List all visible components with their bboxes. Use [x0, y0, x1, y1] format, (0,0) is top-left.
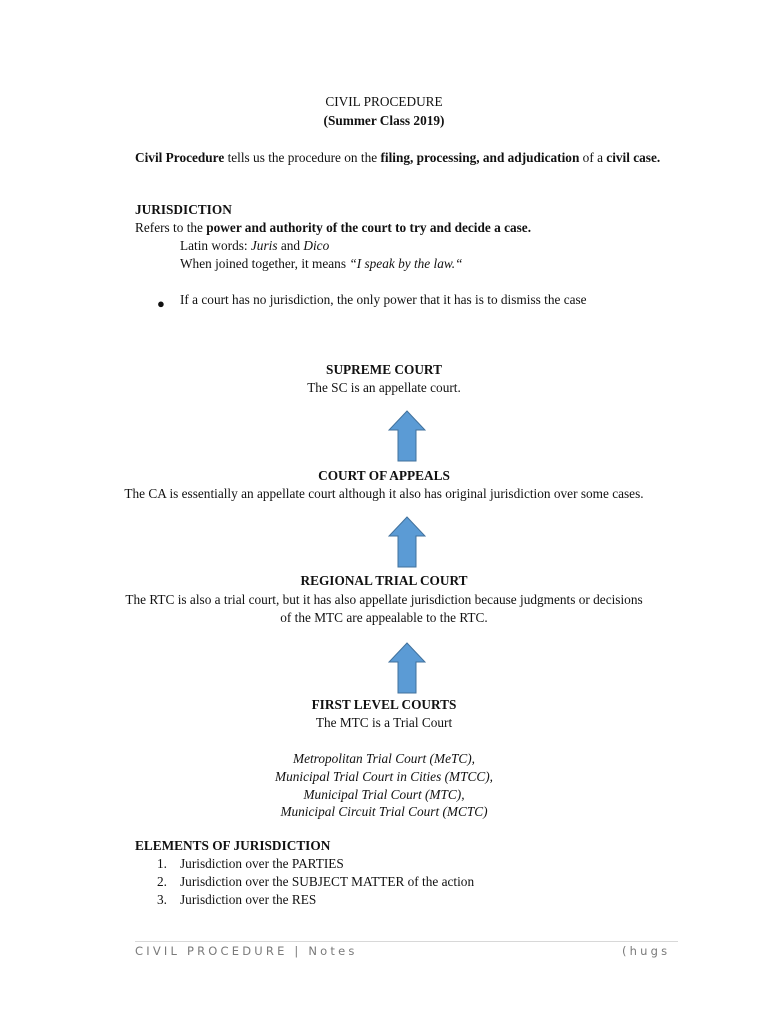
- flc-list-item: Municipal Circuit Trial Court (MCTC): [280, 804, 488, 819]
- ca-description: The CA is essentially an appellate court although it also has original jurisdiction over some cases.: [124, 486, 644, 501]
- latin-word-dico: Dico: [303, 238, 330, 253]
- list-item: [135, 873, 474, 891]
- meaning-line: [180, 255, 462, 273]
- rtc-title: REGIONAL TRIAL COURT: [300, 573, 468, 588]
- refers-bold: power and authority of the court to try and decide a case.: [206, 220, 532, 235]
- intro-bold-2: civil case.: [606, 150, 661, 165]
- list-text: Jurisdiction over the RES: [180, 892, 317, 907]
- ca-title: COURT OF APPEALS: [318, 468, 450, 483]
- rtc-description-line-2: of the MTC are appealable to the RTC.: [280, 610, 488, 625]
- footer-divider: [135, 941, 678, 942]
- latin-word-juris: Juris: [250, 238, 278, 253]
- intro-text-1: tells us the procedure on the: [224, 150, 381, 165]
- list-text: Jurisdiction over the PARTIES: [180, 856, 344, 871]
- bullet-text: If a court has no jurisdiction, the only power that it has is to dismiss the case: [180, 292, 587, 307]
- flc-description: The MTC is a Trial Court: [315, 715, 453, 730]
- latin-prefix: Latin words:: [180, 238, 251, 253]
- intro-paragraph: [135, 149, 678, 167]
- meaning-quote: “I speak by the law.“: [349, 256, 463, 271]
- jurisdiction-heading: JURISDICTION: [135, 202, 232, 217]
- document-subtitle: (Summer Class 2019): [323, 113, 445, 128]
- bullet-icon: ●: [157, 296, 165, 311]
- jurisdiction-definition: [135, 219, 531, 237]
- latin-words-line: [180, 237, 329, 255]
- up-arrow-icon: [388, 516, 426, 568]
- footer-right: (hugs: [622, 944, 671, 958]
- up-arrow-icon: [388, 410, 426, 462]
- list-number: 3.: [157, 892, 167, 907]
- sc-description: The SC is an appellate court.: [307, 380, 461, 395]
- meaning-prefix: When joined together, it means: [180, 256, 350, 271]
- intro-term: Civil Procedure: [135, 150, 225, 165]
- flc-list-item: Metropolitan Trial Court (MeTC),: [293, 751, 475, 766]
- sc-title: SUPREME COURT: [326, 362, 442, 377]
- elements-list: [135, 855, 474, 909]
- list-number: 2.: [157, 874, 167, 889]
- flc-list-item: Municipal Trial Court (MTC),: [303, 787, 465, 802]
- list-text: Jurisdiction over the SUBJECT MATTER of the action: [180, 874, 475, 889]
- rtc-description-line-1: The RTC is also a trial court, but it has also appellate jurisdiction because judgments or decisions: [125, 592, 643, 607]
- intro-bold-1: filing, processing, and adjudication: [380, 150, 580, 165]
- flc-title: FIRST LEVEL COURTS: [311, 697, 457, 712]
- document-title: CIVIL PROCEDURE: [325, 94, 443, 109]
- list-item: [135, 891, 474, 909]
- refers-prefix: Refers to the: [135, 220, 207, 235]
- list-number: 1.: [157, 856, 167, 871]
- latin-and: and: [277, 238, 304, 253]
- intro-text-2: of a: [579, 150, 607, 165]
- list-item: [135, 855, 474, 873]
- up-arrow-icon: [388, 642, 426, 694]
- flc-list-item: Municipal Trial Court in Cities (MTCC),: [275, 769, 493, 784]
- elements-heading: ELEMENTS OF JURISDICTION: [135, 838, 331, 853]
- footer-left: CIVIL PROCEDURE | Notes: [135, 944, 358, 958]
